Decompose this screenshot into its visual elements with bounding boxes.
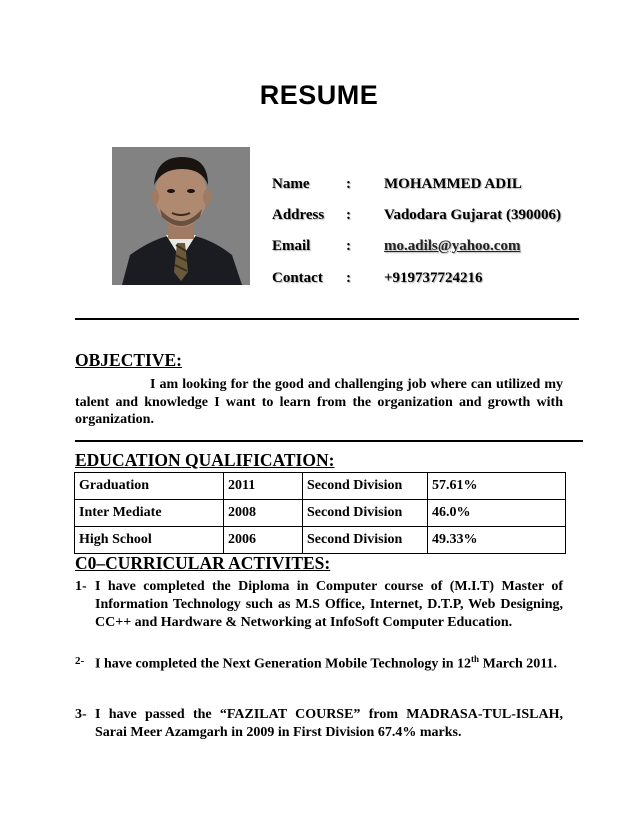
contact-label: Email (272, 238, 311, 254)
divider (75, 440, 583, 442)
list-number: 1- (75, 579, 87, 594)
list-number: 2- (75, 655, 85, 667)
list-item-text-part: I have completed the Next Generation Mobile Technology in 12 (95, 656, 472, 672)
email-link[interactable]: mo.adils@yahoo.com (384, 238, 521, 254)
list-item (75, 706, 563, 742)
list-item (75, 578, 563, 632)
list-item-text: I have passed the “FAZILAT COURSE” from MADRASA-TUL-ISLAH, Sarai Meer Azamgarh in 2009 in First Division 67.4% marks. (95, 707, 563, 740)
superscript: th (471, 654, 480, 664)
contact-value-phone: +919737724216 (384, 270, 483, 286)
contact-value-name: MOHAMMED ADIL (384, 176, 522, 192)
table-row (75, 473, 566, 500)
list-item-text-part: March 2011. (479, 656, 557, 672)
table-cell: Graduation (75, 473, 224, 500)
table-cell: Second Division (303, 527, 428, 554)
table-cell: Inter Mediate (75, 500, 224, 527)
list-item-text: I have completed the Diploma in Computer course of (M.I.T) Master of Information Technology such as M.S Office, Internet, D.T.P, Web Designing, CC++ and Hardware & Networking at InfoSoft Computer Education. (95, 579, 563, 630)
contact-separator: : (346, 176, 351, 192)
table-cell: 46.0% (428, 500, 566, 527)
education-heading: EDUCATION QUALIFICATION: (75, 450, 335, 470)
list-item-text (95, 650, 563, 674)
table-cell: 2008 (224, 500, 303, 527)
education-table (74, 472, 566, 554)
divider (75, 318, 579, 320)
contact-separator: : (346, 207, 351, 223)
table-row (75, 527, 566, 554)
list-number: 3- (75, 707, 87, 722)
objective-heading: OBJECTIVE: (75, 350, 182, 370)
table-cell: Second Division (303, 500, 428, 527)
list-item (75, 650, 563, 674)
table-cell: 2011 (224, 473, 303, 500)
contact-separator: : (346, 270, 351, 286)
table-cell: High School (75, 527, 224, 554)
contact-separator: : (346, 238, 351, 254)
table-cell: 49.33% (428, 527, 566, 554)
table-cell: Second Division (303, 473, 428, 500)
objective-text: I am looking for the good and challenging job where can utilized my talent and knowledge I want to learn from the organization and growth with organization. (75, 377, 563, 427)
page-title: RESUME (259, 80, 379, 110)
table-cell: 57.61% (428, 473, 566, 500)
contact-label: Contact (272, 270, 323, 286)
activities-heading: C0–CURRICULAR ACTIVITES: (75, 553, 331, 573)
table-row (75, 500, 566, 527)
contact-value-address: Vadodara Gujarat (390006) (384, 207, 561, 223)
contact-label: Name (272, 176, 310, 192)
contact-label: Address (272, 207, 325, 223)
profile-photo (112, 147, 250, 285)
table-cell: 2006 (224, 527, 303, 554)
